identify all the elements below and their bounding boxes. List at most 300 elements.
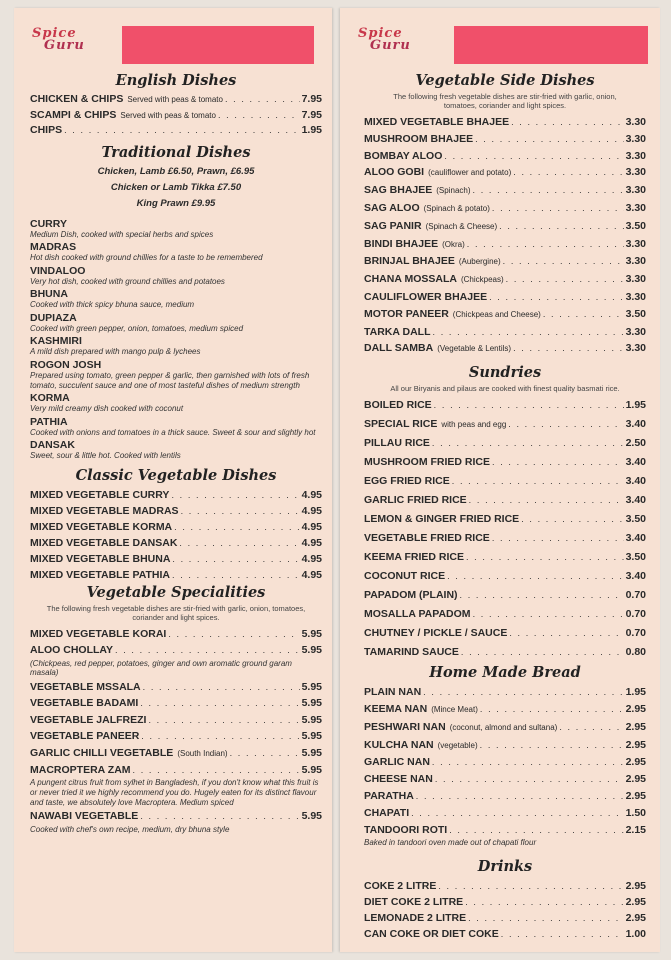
dot-leader bbox=[492, 453, 624, 472]
dot-leader bbox=[174, 519, 299, 535]
item-name: MOTOR PANEER bbox=[364, 307, 449, 320]
item-price: 2.95 bbox=[625, 911, 646, 924]
price-offer: King Prawn £9.95 bbox=[136, 197, 216, 209]
item-name: MIXED VEGETABLE CURRY bbox=[30, 489, 170, 502]
item-price: 5.95 bbox=[301, 713, 322, 726]
dot-leader bbox=[416, 788, 624, 805]
item-price: 5.95 bbox=[301, 764, 322, 777]
dot-leader bbox=[468, 910, 623, 926]
curry-description: Very hot dish, cooked with ground chillies and potatoes bbox=[30, 276, 225, 286]
menu-item bbox=[30, 551, 322, 567]
english-dishes-list bbox=[30, 92, 322, 138]
dot-leader bbox=[434, 396, 624, 415]
item-name: LEMONADE 2 LITRE bbox=[364, 911, 467, 924]
logo bbox=[32, 28, 85, 52]
item-price: 4.95 bbox=[301, 569, 322, 582]
item-name: PESHWARI NAN bbox=[364, 720, 446, 733]
item-name: GARLIC FRIED RICE bbox=[364, 494, 467, 507]
item-price: 4.95 bbox=[301, 537, 322, 550]
menu-item bbox=[30, 695, 322, 711]
dot-leader bbox=[492, 529, 624, 548]
item-name: VEGETABLE JALFREZI bbox=[30, 713, 147, 726]
dot-leader bbox=[473, 182, 624, 199]
item-name: SAG BHAJEE bbox=[364, 184, 433, 197]
item-price: 3.30 bbox=[625, 273, 646, 286]
logo-line-2: Guru bbox=[44, 38, 85, 53]
dot-leader bbox=[64, 123, 299, 138]
menu-item bbox=[364, 200, 646, 218]
item-name: CHAPATI bbox=[364, 806, 410, 819]
section-title: Classic Vegetable Dishes bbox=[75, 467, 277, 485]
logo-line-1: Spice bbox=[358, 26, 403, 41]
item-price: 3.40 bbox=[625, 532, 646, 545]
dot-leader bbox=[140, 695, 299, 711]
item-price: 3.30 bbox=[625, 184, 646, 197]
item-price: 3.40 bbox=[625, 475, 646, 488]
item-name: DALL SAMBA bbox=[364, 342, 434, 355]
curry-list bbox=[30, 218, 322, 462]
item-description: (Aubergine) bbox=[458, 257, 501, 267]
dot-leader bbox=[475, 131, 623, 148]
menu-item bbox=[364, 754, 646, 771]
menu-item bbox=[30, 626, 322, 642]
item-name: PAPADOM (PLAIN) bbox=[364, 589, 458, 602]
item-name: CHEESE NAN bbox=[364, 773, 433, 786]
item-price: 3.30 bbox=[625, 342, 646, 355]
menu-item bbox=[30, 642, 322, 658]
item-description: (Vegetable & Lentils) bbox=[437, 344, 512, 354]
item-price: 3.50 bbox=[625, 219, 646, 232]
dot-leader bbox=[513, 164, 623, 181]
section-title: Sundries bbox=[468, 364, 542, 382]
item-name: VEGETABLE FRIED RICE bbox=[364, 532, 490, 545]
price-offer: Chicken or Lamb Tikka £7.50 bbox=[110, 181, 242, 193]
item-price: 1.95 bbox=[301, 124, 322, 136]
item-note: (Chickpeas, red pepper, potatoes, ginger and own aromatic ground garam masala) bbox=[30, 658, 292, 678]
dot-leader bbox=[480, 737, 624, 754]
item-description: (Spinach & Cheese) bbox=[425, 221, 498, 231]
item-name: EGG FRIED RICE bbox=[364, 475, 450, 488]
menu-item bbox=[364, 434, 646, 453]
menu-item bbox=[364, 324, 646, 341]
item-name: VEGETABLE PANEER bbox=[30, 730, 140, 743]
item-name: MIXED VEGETABLE KORAI bbox=[30, 628, 167, 641]
item-price: 3.30 bbox=[625, 290, 646, 303]
dot-leader bbox=[115, 642, 300, 658]
item-name: MUSHROOM BHAJEE bbox=[364, 132, 474, 145]
item-description: Served with peas & tomato bbox=[127, 95, 223, 104]
item-name: TANDOORI ROTI bbox=[364, 823, 448, 836]
item-name: MIXED VEGETABLE KORMA bbox=[30, 521, 173, 534]
dot-leader bbox=[438, 878, 623, 894]
item-name: CHICKEN & CHIPS bbox=[30, 93, 124, 105]
section-title: Vegetable Specialities bbox=[86, 584, 266, 602]
menu-item bbox=[364, 253, 646, 271]
item-name: COKE 2 LITRE bbox=[364, 879, 437, 892]
classic-vegetable-list bbox=[30, 487, 322, 583]
menu-item bbox=[364, 788, 646, 805]
dot-leader bbox=[469, 491, 624, 510]
curry-name: KASHMIRI bbox=[30, 335, 82, 348]
item-name: MIXED VEGETABLE PATHIA bbox=[30, 569, 171, 582]
menu-item bbox=[364, 737, 646, 755]
item-description: (Spinach & potato) bbox=[423, 203, 490, 213]
dot-leader bbox=[172, 551, 299, 567]
item-name: BOMBAY ALOO bbox=[364, 149, 443, 162]
menu-item bbox=[364, 771, 646, 788]
dot-leader bbox=[435, 771, 624, 788]
item-price: 7.95 bbox=[301, 93, 322, 105]
dot-leader bbox=[432, 754, 624, 771]
dot-leader bbox=[467, 236, 624, 253]
item-description: (Spinach) bbox=[436, 186, 471, 196]
menu-page-left bbox=[14, 8, 332, 952]
dot-leader bbox=[168, 626, 299, 642]
item-name: GARLIC NAN bbox=[364, 756, 430, 769]
item-price: 3.40 bbox=[625, 570, 646, 583]
item-price: 3.30 bbox=[625, 325, 646, 338]
menu-item bbox=[364, 236, 646, 254]
dot-leader bbox=[501, 926, 624, 942]
curry-description: Cooked with green pepper, onion, tomatoes, medium spiced bbox=[30, 323, 244, 333]
item-price: 1.95 bbox=[625, 399, 646, 412]
logo bbox=[358, 28, 411, 52]
curry-description: Sweet, sour & little hot. Cooked with lentils bbox=[30, 451, 181, 461]
sundries-list bbox=[364, 396, 646, 662]
dot-leader bbox=[179, 535, 299, 551]
item-price: 5.95 bbox=[301, 644, 322, 657]
item-price: 3.40 bbox=[625, 418, 646, 431]
menu-item bbox=[364, 701, 646, 719]
item-name: COCONUT RICE bbox=[364, 570, 446, 583]
item-description: (vegetable) bbox=[437, 740, 478, 750]
dot-leader bbox=[480, 701, 624, 718]
menu-item bbox=[364, 548, 646, 567]
menu-item bbox=[364, 289, 646, 306]
dot-leader bbox=[171, 487, 299, 503]
menu-item bbox=[364, 131, 646, 148]
curry-name: DUPIAZA bbox=[30, 311, 77, 324]
menu-item bbox=[30, 487, 322, 503]
dot-leader bbox=[473, 605, 624, 624]
item-description: (Chickpeas and Cheese) bbox=[452, 309, 541, 319]
dot-leader bbox=[148, 712, 299, 728]
item-name: MIXED VEGETABLE DANSAK bbox=[30, 537, 178, 550]
dot-leader bbox=[411, 805, 623, 822]
item-name: PARATHA bbox=[364, 789, 414, 802]
dot-leader bbox=[423, 684, 623, 701]
item-name: KEEMA FRIED RICE bbox=[364, 551, 464, 564]
item-description: with peas and egg bbox=[441, 420, 507, 430]
menu-item bbox=[364, 218, 646, 236]
menu-item bbox=[364, 878, 646, 894]
logo-line-1: Spice bbox=[32, 26, 77, 41]
item-price: 4.95 bbox=[301, 505, 322, 518]
menu-item bbox=[364, 624, 646, 643]
item-price: 0.70 bbox=[625, 627, 646, 640]
dot-leader bbox=[452, 472, 624, 491]
item-name: MACROPTERA ZAM bbox=[30, 764, 131, 777]
item-price: 3.40 bbox=[625, 456, 646, 469]
item-name: MOSALLA PAPADOM bbox=[364, 608, 471, 621]
vegetable-specialities-list bbox=[30, 626, 322, 834]
menu-item bbox=[30, 567, 322, 583]
menu-item bbox=[364, 822, 646, 839]
curry-name: KORMA bbox=[30, 392, 70, 405]
item-name: TARKA DALL bbox=[364, 325, 431, 338]
item-price: 2.95 bbox=[625, 789, 646, 802]
item-price: 3.40 bbox=[625, 494, 646, 507]
dot-leader bbox=[433, 324, 624, 341]
item-price: 3.50 bbox=[625, 551, 646, 564]
item-note: A pungent citrus fruit from sylhet in Bangladesh, if you don't know what this fruit is or never tried it we highly recommend you do. Hugely eaten for its distinct flavour and taste, we absolutely love Macroptera. Medium spiced bbox=[30, 778, 319, 807]
menu-item bbox=[30, 519, 322, 535]
menu-item bbox=[364, 586, 646, 605]
menu-item bbox=[364, 529, 646, 548]
item-name: BRINJAL BHAJEE bbox=[364, 255, 455, 268]
item-price: 2.95 bbox=[625, 738, 646, 751]
dot-leader bbox=[181, 503, 300, 519]
curry-name: BHUNA bbox=[30, 288, 68, 301]
curry-description: Very mild creamy dish cooked with coconut bbox=[30, 404, 184, 414]
dot-leader bbox=[489, 289, 623, 306]
item-price: 0.70 bbox=[625, 608, 646, 621]
item-name: BOILED RICE bbox=[364, 399, 432, 412]
item-name: VEGETABLE BADAMI bbox=[30, 697, 139, 710]
menu-item bbox=[364, 567, 646, 586]
menu-page-right bbox=[340, 8, 660, 952]
menu-item bbox=[364, 491, 646, 510]
dot-leader bbox=[432, 434, 624, 453]
drinks-list bbox=[364, 878, 646, 942]
dot-leader bbox=[492, 200, 624, 217]
item-name: LEMON & GINGER FRIED RICE bbox=[364, 513, 520, 526]
menu-item bbox=[364, 306, 646, 324]
item-name: PLAIN NAN bbox=[364, 686, 422, 699]
menu-item bbox=[364, 643, 646, 662]
dot-leader bbox=[460, 586, 624, 605]
item-description: (South Indian) bbox=[177, 748, 228, 758]
curry-description: Cooked with thick spicy bhuna sauce, medium bbox=[30, 300, 195, 310]
item-name: KEEMA NAN bbox=[364, 702, 428, 715]
item-name: MUSHROOM FRIED RICE bbox=[364, 456, 490, 469]
item-description: (coconut, almond and sultana) bbox=[449, 722, 558, 732]
item-price: 5.95 bbox=[301, 681, 322, 694]
item-price: 3.30 bbox=[625, 149, 646, 162]
menu-item bbox=[364, 684, 646, 701]
item-name: SPECIAL RICE bbox=[364, 418, 438, 431]
dot-leader bbox=[225, 92, 300, 107]
menu-item bbox=[364, 910, 646, 926]
menu-item bbox=[30, 745, 322, 762]
item-name: CHUTNEY / PICKLE / SAUCE bbox=[364, 627, 508, 640]
item-name: MIXED VEGETABLE MADRAS bbox=[30, 505, 179, 518]
curry-name: PATHIA bbox=[30, 415, 68, 428]
item-price: 2.50 bbox=[625, 437, 646, 450]
item-name: ALOO CHOLLAY bbox=[30, 644, 114, 657]
item-name: CHIPS bbox=[30, 124, 63, 136]
dot-leader bbox=[509, 624, 623, 643]
curry-name: VINDALOO bbox=[30, 264, 86, 277]
curry-description: Medium Dish, cooked with special herbs and spices bbox=[30, 229, 214, 239]
section-note: The following fresh vegetable dishes are stir-fried with garlic, onion, tomatoes, coriander and light spices. bbox=[393, 92, 617, 110]
item-price: 0.70 bbox=[625, 589, 646, 602]
menu-item bbox=[364, 340, 646, 358]
item-price: 2.15 bbox=[625, 823, 646, 836]
menu-item bbox=[30, 92, 322, 108]
section-title: English Dishes bbox=[115, 72, 237, 89]
curry-description: Hot dish cooked with ground chillies for a taste to be remembered bbox=[30, 253, 263, 263]
menu-item bbox=[30, 123, 322, 138]
dot-leader bbox=[499, 218, 623, 235]
dot-leader bbox=[465, 894, 623, 910]
dot-leader bbox=[543, 306, 624, 323]
dot-leader bbox=[508, 415, 623, 434]
redacted-bar bbox=[122, 26, 314, 64]
item-price: 1.95 bbox=[625, 686, 646, 699]
item-price: 5.95 bbox=[301, 810, 322, 823]
item-name: BINDI BHAJEE bbox=[364, 237, 439, 250]
logo-line-2: Guru bbox=[370, 38, 411, 53]
dot-leader bbox=[461, 643, 624, 662]
item-price: 3.30 bbox=[625, 116, 646, 128]
section-title: Home Made Bread bbox=[429, 664, 581, 682]
menu-item bbox=[30, 679, 322, 695]
menu-item bbox=[364, 182, 646, 200]
item-price: 2.95 bbox=[625, 720, 646, 733]
menu-item bbox=[364, 148, 646, 165]
item-price: 3.30 bbox=[625, 166, 646, 179]
item-name: MIXED VEGETABLE BHAJEE bbox=[364, 116, 510, 128]
item-name: CHANA MOSSALA bbox=[364, 273, 457, 286]
menu-item bbox=[364, 415, 646, 434]
item-name: ALOO GOBI bbox=[364, 166, 425, 179]
menu-item bbox=[30, 728, 322, 744]
item-price: 4.95 bbox=[301, 553, 322, 566]
item-description: (Okra) bbox=[442, 239, 465, 249]
item-price: 5.95 bbox=[301, 697, 322, 710]
menu-item bbox=[364, 396, 646, 415]
item-description: Served with peas & tomato bbox=[120, 110, 216, 120]
dot-leader bbox=[143, 679, 300, 695]
item-price: 0.80 bbox=[625, 646, 646, 659]
menu-item bbox=[364, 472, 646, 491]
item-price: 2.95 bbox=[625, 756, 646, 769]
item-price: 5.95 bbox=[301, 628, 322, 641]
item-name: DIET COKE 2 LITRE bbox=[364, 895, 464, 908]
bread-footnote: Baked in tandoori oven made out of chapati flour bbox=[364, 838, 537, 848]
dot-leader bbox=[141, 728, 299, 744]
item-note: Cooked with chef's own recipe, medium, dry bhuna style bbox=[30, 824, 230, 834]
menu-item bbox=[30, 712, 322, 728]
curry-name: MADRAS bbox=[30, 241, 77, 254]
dot-leader bbox=[444, 148, 623, 165]
curry-name: CURRY bbox=[30, 217, 67, 230]
item-name: KULCHA NAN bbox=[364, 738, 434, 751]
dot-leader bbox=[133, 762, 300, 778]
menu-item bbox=[364, 605, 646, 624]
vegetable-side-list bbox=[364, 114, 646, 358]
redacted-bar bbox=[454, 26, 648, 64]
item-name: TAMARIND SAUCE bbox=[364, 646, 459, 659]
item-price: 1.00 bbox=[625, 927, 646, 940]
price-offers bbox=[30, 164, 322, 212]
item-name: SAG ALOO bbox=[364, 201, 420, 214]
bread-list bbox=[364, 684, 646, 838]
curry-name: ROGON JOSH bbox=[30, 359, 102, 372]
item-price: 4.95 bbox=[301, 489, 322, 502]
item-price: 3.30 bbox=[625, 237, 646, 250]
item-name: NAWABI VEGETABLE bbox=[30, 810, 139, 823]
section-note: The following fresh vegetable dishes are stir-fried with garlic, onion, tomatoes, coriander and light spices. bbox=[46, 604, 306, 623]
section-note: All our Biryanis and pilaus are cooked with finest quality basmati rice. bbox=[390, 384, 620, 394]
item-price: 2.95 bbox=[625, 879, 646, 892]
item-name: CAN COKE OR DIET COKE bbox=[364, 927, 499, 940]
menu-item bbox=[364, 510, 646, 529]
menu-item bbox=[30, 503, 322, 519]
dot-leader bbox=[449, 822, 623, 839]
menu-item bbox=[364, 164, 646, 182]
curry-description: Prepared using tomato, green pepper & garlic, then garnished with lots of fresh tomato, succulent sauce and one of most tasteful dishes of medium strength bbox=[30, 371, 310, 390]
section-title: Traditional Dishes bbox=[101, 143, 251, 161]
menu-item bbox=[30, 808, 322, 824]
dot-leader bbox=[140, 808, 299, 824]
item-description: (Mince Meat) bbox=[431, 704, 478, 714]
dot-leader bbox=[230, 745, 300, 761]
dot-leader bbox=[559, 719, 623, 736]
dot-leader bbox=[218, 108, 300, 123]
menu-item bbox=[364, 805, 646, 822]
dot-leader bbox=[521, 510, 623, 529]
dot-leader bbox=[172, 567, 300, 583]
price-offer: Chicken, Lamb £6.50, Prawn, £6.95 bbox=[97, 165, 255, 177]
section-title: Drinks bbox=[477, 857, 533, 875]
dot-leader bbox=[503, 253, 624, 270]
item-price: 3.50 bbox=[625, 307, 646, 320]
item-price: 7.95 bbox=[301, 108, 322, 121]
item-name: VEGETABLE MSSALA bbox=[30, 681, 141, 694]
menu-item bbox=[364, 894, 646, 910]
item-description: (cauliflower and potato) bbox=[428, 168, 512, 178]
curry-description: A mild dish prepared with mango pulp & lychees bbox=[30, 347, 201, 357]
curry-name: DANSAK bbox=[30, 439, 75, 452]
item-name: CAULIFLOWER BHAJEE bbox=[364, 290, 488, 303]
menu-item bbox=[30, 762, 322, 778]
item-name: SAG PANIR bbox=[364, 219, 422, 232]
item-price: 2.95 bbox=[625, 895, 646, 908]
dot-leader bbox=[506, 271, 624, 288]
curry-description: Cooked with onions and tomatoes in a thick sauce. Sweet & sour and slightly hot bbox=[30, 427, 316, 437]
dot-leader bbox=[466, 548, 624, 567]
dot-leader bbox=[513, 340, 624, 357]
item-name: SCAMPI & CHIPS bbox=[30, 108, 117, 121]
item-price: 5.95 bbox=[301, 730, 322, 743]
dot-leader bbox=[447, 567, 623, 586]
menu-item bbox=[30, 535, 322, 551]
item-price: 5.95 bbox=[301, 746, 322, 759]
item-price: 2.95 bbox=[625, 702, 646, 715]
item-price: 2.95 bbox=[625, 773, 646, 786]
item-name: PILLAU RICE bbox=[364, 437, 430, 450]
item-name: GARLIC CHILLI VEGETABLE bbox=[30, 746, 174, 759]
menu-item bbox=[364, 271, 646, 289]
menu-item bbox=[364, 453, 646, 472]
item-price: 4.95 bbox=[301, 521, 322, 534]
item-description: (Chickpeas) bbox=[460, 275, 504, 285]
menu-item bbox=[30, 108, 322, 124]
item-price: 3.30 bbox=[625, 132, 646, 145]
menu-item bbox=[364, 719, 646, 737]
